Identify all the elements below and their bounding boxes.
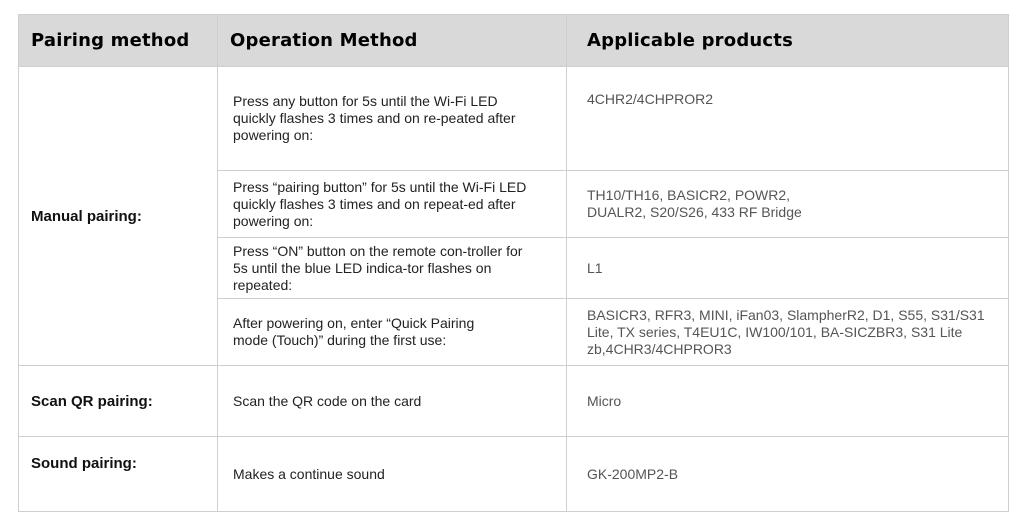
operation-cell [218, 238, 567, 299]
products-text: TH10/TH16, BASICR2, POWR2, DUALR2, S20/S26, 433 RF Bridge [587, 187, 802, 220]
operation-cell: Scan the QR code on the card [218, 366, 567, 437]
products-cell: GK-200MP2-B [567, 437, 1009, 512]
table-row [19, 67, 1009, 171]
header-applicable-products: Applicable products [567, 15, 1009, 67]
operation-text: Press any button for 5s until the Wi-Fi LED quickly flashes 3 times and on re-peated after powering on: [233, 93, 516, 143]
table-row [19, 366, 1009, 437]
table-body [19, 67, 1009, 512]
pairing-methods-table [18, 14, 1009, 512]
table-header [19, 15, 1009, 67]
header-pairing-method: Pairing method [19, 15, 218, 67]
products-cell: BASICR3, RFR3, MINI, iFan03, SlampherR2, D1, S55, S31/S31 Lite, TX series, T4EU1C, IW100/101, BA-SICZBR3, S31 Lite zb,4CHR3/4CHPROR3 [567, 299, 1009, 366]
operation-cell [218, 67, 567, 171]
method-manual-pairing: Manual pairing: [19, 67, 218, 366]
products-cell: Micro [567, 366, 1009, 437]
operation-text: Press “ON” button on the remote con-troller for 5s until the blue LED indica-tor flashes on repeated: [233, 242, 523, 293]
header-row [19, 15, 1009, 67]
table-row [19, 437, 1009, 512]
operation-text: After powering on, enter “Quick Pairing mode (Touch)” during the first use: [233, 315, 475, 348]
operation-text: Press “pairing button” for 5s until the Wi-Fi LED quickly flashes 3 times and on repeat-ed after powering on: [233, 178, 527, 229]
header-operation-method: Operation Method [218, 15, 567, 67]
operation-cell [218, 299, 567, 366]
method-scan-qr-pairing: Scan QR pairing: [19, 366, 218, 437]
products-cell: 4CHR2/4CHPROR2 [567, 67, 1009, 171]
products-cell: L1 [567, 238, 1009, 299]
products-cell [567, 171, 1009, 238]
operation-cell: Makes a continue sound [218, 437, 567, 512]
operation-cell [218, 171, 567, 238]
method-sound-pairing: Sound pairing: [19, 437, 218, 512]
